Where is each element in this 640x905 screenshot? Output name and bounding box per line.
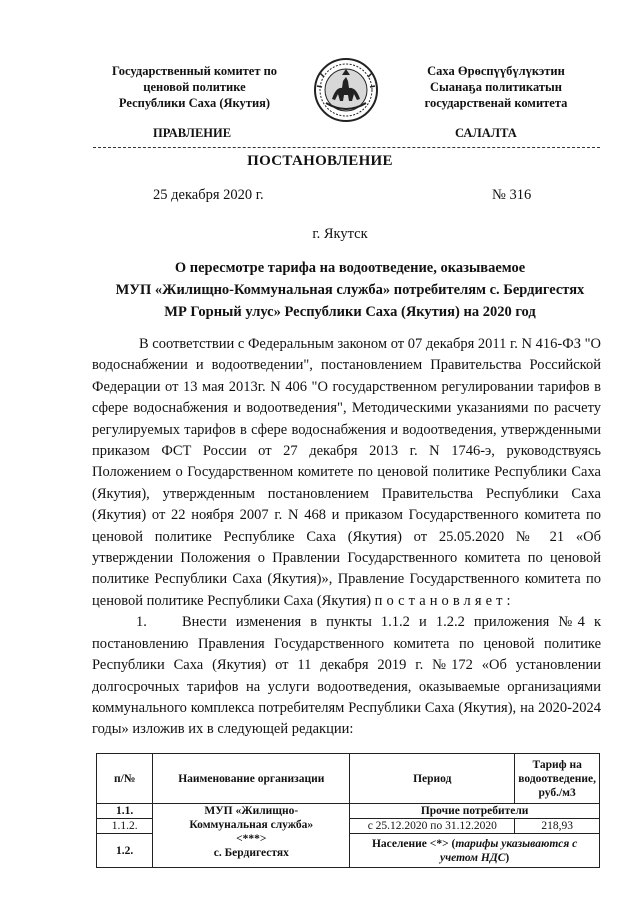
- header-num: п/№: [97, 754, 153, 804]
- item-paragraph: [92, 612, 601, 740]
- preamble-paragraph: [92, 334, 601, 612]
- header-organization: Наименование организации: [153, 754, 350, 804]
- document-number: № 316: [492, 187, 532, 203]
- row-num: 1.1.: [97, 804, 153, 819]
- table-header-row: [97, 754, 600, 804]
- agency-name-line: Республики Саха (Якутия): [118, 96, 271, 110]
- row-label-main: Население <*> (: [371, 837, 456, 850]
- agency-name-yakut: [398, 63, 594, 111]
- organization-line: с. Бердигестях: [213, 847, 289, 859]
- organization-line: <***>: [236, 833, 267, 845]
- document-date: 25 декабря 2020 г.: [153, 187, 264, 203]
- resolve-word: постановляет:: [374, 592, 515, 609]
- coat-of-arms-emblem: [312, 57, 380, 123]
- item-text: Внести изменения в пункты 1.1.2 и 1.2.2 приложения №4 к постановлению Правления Государственного комитета по ценовой политике Республики Саха (Якутия) от 11 декабря 2019 г. №172 «Об установлении долгосрочных тарифов на услуги водоотведения, оказываемые организациями коммунального комплекса потребителям Республики Саха (Якутия), на 2020-2024 годы» изложив их в следующей редакции:: [92, 614, 601, 738]
- subject-line: О пересмотре тарифа на водоотведение, оказываемое: [174, 260, 526, 276]
- organization-line: МУП «Жилищно-: [204, 805, 299, 817]
- document-city: г. Якутск: [312, 226, 368, 242]
- document-title: ПОСТАНОВЛЕНИЕ: [247, 153, 393, 169]
- subject-line: МУП «Жилищно-Коммунальная служба» потребителям с. Бердигестях: [115, 282, 585, 298]
- agency-name-russian: [92, 63, 297, 111]
- header-divider: [93, 147, 600, 148]
- tariff-table: [96, 753, 600, 868]
- preamble-text: В соответствии с Федеральным законом от 07 декабря 2011 г. N 416-ФЗ "О водоснабжении и водоотведении", постановлением Правительства Российской Федерации от 13 мая 2013г. N 406 "О государственном регулировании тарифов в сфере водоснабжения и водоотведения", Методическими указаниями по расчету регулируемых тарифов в сфере водоснабжения и водоотведения, утвержденными приказом ФСТ России от 27 декабря 2013 г. N 1746-э, руководствуясь Положением о Государственном комитете по ценовой политике Республики Саха (Якутия), утвержденным постановлением Правительства Республики Саха (Якутия) от 22 ноября 2007 г. N 468 и приказом Государственного комитета по ценовой политике Республике Саха (Якутия) от 25.05.2020 № 21 «Об утверждении Положения о Правлении Государственного комитета по ценовой политике Республики Саха (Якутия)», Правление Государственного комитета по ценовой политике Республики Саха (Якутия): [92, 336, 601, 609]
- agency-name-line: Сыанаҕа политикатын: [430, 80, 562, 94]
- row-label-italic: тарифы указываются с учетом НДС: [439, 837, 578, 864]
- organization-line: Коммунальная служба»: [189, 819, 314, 831]
- item-number: 1.: [136, 614, 147, 631]
- organization-cell: [153, 804, 350, 868]
- board-label-yakut: САЛАЛТА: [455, 126, 517, 140]
- row-num: 1.2.: [97, 834, 153, 868]
- table-row: [97, 804, 600, 819]
- board-label-russian: ПРАВЛЕНИЕ: [153, 126, 232, 140]
- row-label-end: ): [505, 851, 510, 864]
- row-label: Прочие потребители: [350, 804, 600, 819]
- row-num: 1.1.2.: [97, 819, 153, 834]
- document-body: [92, 334, 601, 741]
- row-tariff: 218,93: [515, 819, 600, 834]
- agency-name-line: Государственный комитет по: [111, 64, 278, 78]
- header-tariff: Тариф на водоотведение, руб./м3: [515, 754, 600, 804]
- document-subject: [80, 257, 620, 323]
- row-label: [350, 834, 600, 868]
- header-period: Период: [350, 754, 515, 804]
- agency-name-line: Саха Өрөспүүбүлүкэтин: [427, 64, 565, 78]
- row-period: с 25.12.2020 по 31.12.2020: [350, 819, 515, 834]
- subject-line: МР Горный улус» Республики Саха (Якутия) на 2020 год: [164, 304, 536, 320]
- agency-name-line: государственай комитета: [424, 96, 568, 110]
- agency-name-line: ценовой политике: [143, 80, 246, 94]
